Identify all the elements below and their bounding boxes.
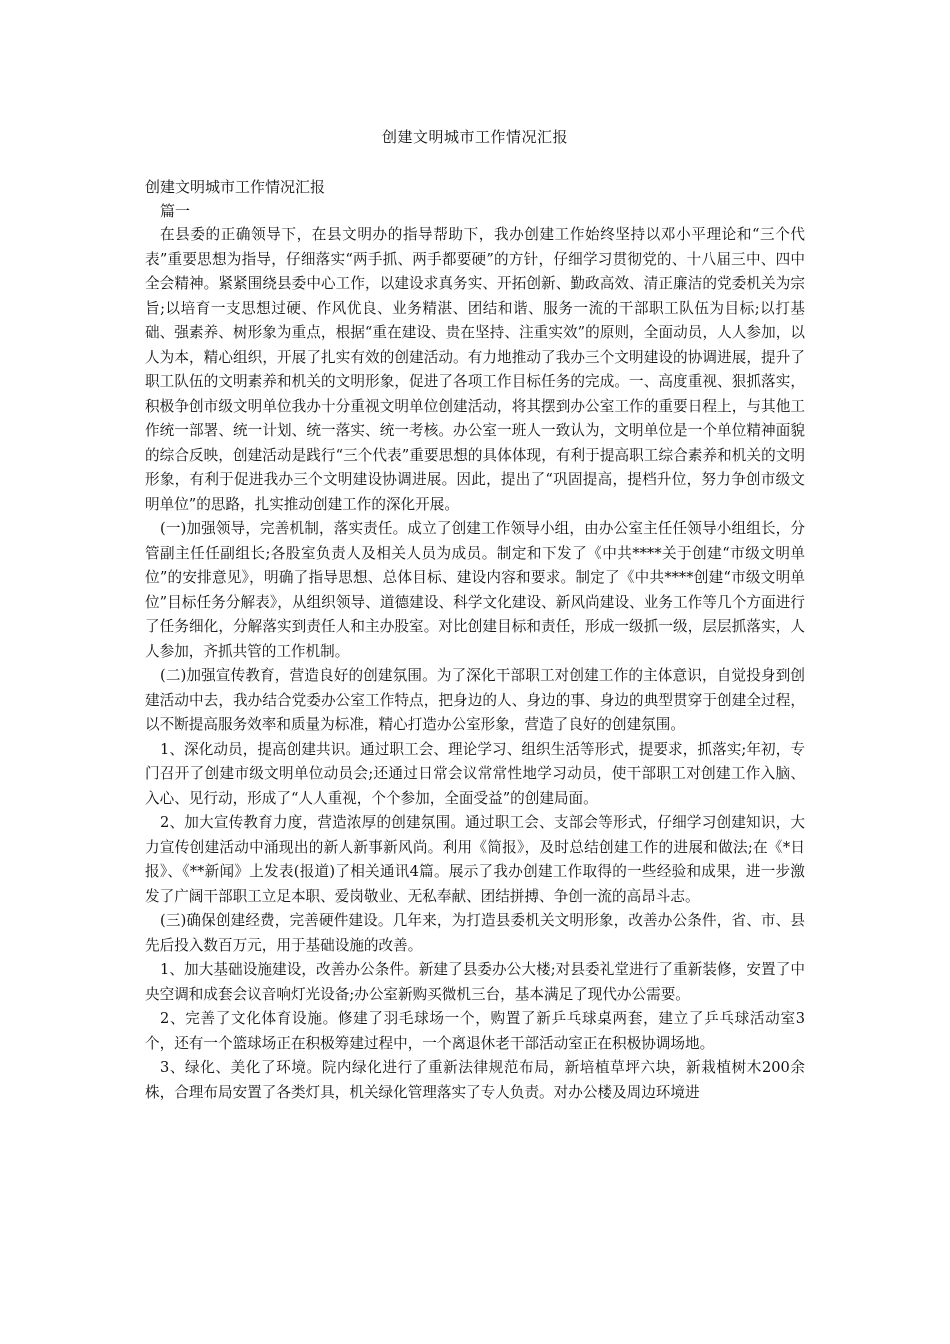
document-subtitle: 创建文明城市工作情况汇报 bbox=[145, 178, 326, 196]
paragraph-infrastructure: 1、加大基础设施建设，改善办公条件。新建了县委办公大楼;对县委礼堂进行了重新装修，安置了中央空调和成套会议音响灯光设备;办公室新购买微机三台，基本满足了现代办公需要。 bbox=[145, 961, 805, 1003]
paragraph-leadership: (一)加强领导，完善机制，落实责任。成立了创建工作领导小组，由办公室主任任领导小组组长，分管副主任任副组长;各股室负责人及相关人员为成员。制定和下发了《中共****关于创建“市级文明单位”的安排意见》，明确了指导思想、总体目标、建设内容和要求。制定了《中共****创建“市级文明单位”目标任务分解表》，从组织领导、道德建设、科学文化建设、新风尚建设、业务工作等几个方面进行了任务细化，分解落实到责任人和主办股室。对比创建目标和责任，形成一级抓一级，层层抓落实，人人参加，齐抓共管的工作机制。 bbox=[145, 520, 805, 660]
paragraph-sports-facilities: 2、完善了文化体育设施。修建了羽毛球场一个，购置了新乒乓球桌两套，建立了乒乓球活动室3个，还有一个篮球场正在积极筹建过程中，一个离退休老干部活动室正在积极协调场地。 bbox=[145, 1010, 805, 1052]
document-title: 创建文明城市工作情况汇报 bbox=[381, 128, 568, 146]
section-label: 篇一 bbox=[160, 202, 191, 220]
paragraph-funding: (三)确保创建经费，完善硬件建设。几年来，为打造县委机关文明形象，改善办公条件，省、市、县先后投入数百万元，用于基础设施的改善。 bbox=[145, 912, 805, 954]
document-body bbox=[145, 175, 805, 1105]
paragraph-mobilization: 1、深化动员，提高创建共识。通过职工会、理论学习、组织生活等形式，提要求，抓落实;年初，专门召开了创建市级文明单位动员会;还通过日常会议常常性地学习动员，使干部职工对创建工作入脑、入心、见行动，形成了“人人重视，个个参加，全面受益”的创建局面。 bbox=[145, 740, 805, 807]
paragraph-publicity: (二)加强宣传教育，营造良好的创建氛围。为了深化干部职工对创建工作的主体意识，自觉投身到创建活动中去，我办结合党委办公室工作特点，把身边的人、身边的事、身边的典型贯穿于创建全过程，以不断提高服务效率和质量为标准，精心打造办公室形象，营造了良好的创建氛围。 bbox=[145, 667, 805, 733]
paragraph-greening: 3、绿化、美化了环境。院内绿化进行了重新法律规范布局，新培植草坪六块，新栽植树木200余株，合理布局安置了各类灯具，机关绿化管理落实了专人负责。对办公楼及周边环境进 bbox=[145, 1059, 805, 1101]
paragraph-intro: 在县委的正确领导下，在县文明办的指导帮助下，我办创建工作始终坚持以邓小平理论和“三个代表”重要思想为指导，仔细落实“两手抓、两手都要硬”的方针，仔细学习贯彻党的、十八届三中、四中全会精神。紧紧围绕县委中心工作，以建设求真务实、开拓创新、勤政高效、清正廉洁的党委机关为宗旨;以培育一支思想过硬、作风优良、业务精湛、团结和谐、服务一流的干部职工队伍为目标;以打基础、强素养、树形象为重点，根据“重在建设、贵在坚持、注重实效”的原则，全面动员，人人参加，以人为本，精心组织，开展了扎实有效的创建活动。有力地推动了我办三个文明建设的协调进展，提升了职工队伍的文明素养和机关的文明形象，促进了各项工作目标任务的完成。一、高度重视、狠抓落实，积极争创市级文明单位我办十分重视文明单位创建活动，将其摆到办公室工作的重要日程上，与其他工作统一部署、统一计划、统一落实、统一考核。办公室一班人一致认为，文明单位是一个单位精神面貌的综合反映，创建活动是践行“三个代表”重要思想的具体体现，有利于提高职工综合素养和机关的文明形象，有利于促进我办三个文明建设协调进展。因此，提出了“巩固提高，提档升位，努力争创市级文明单位”的思路，扎实推动创建工作的深化开展。 bbox=[145, 226, 805, 513]
paragraph-education: 2、加大宣传教育力度，营造浓厚的创建氛围。通过职工会、支部会等形式，仔细学习创建知识，大力宣传创建活动中涌现出的新人新事新风尚。利用《简报》，及时总结创建工作的进展和做法;在《*日报》、《**新闻》上发表(报道)了相关通讯4篇。展示了我办创建工作取得的一些经验和成果，进一步激发了广阔干部职工立足本职、爱岗敬业、无私奉献、团结拼搏、争创一流的高昂斗志。 bbox=[145, 814, 805, 905]
